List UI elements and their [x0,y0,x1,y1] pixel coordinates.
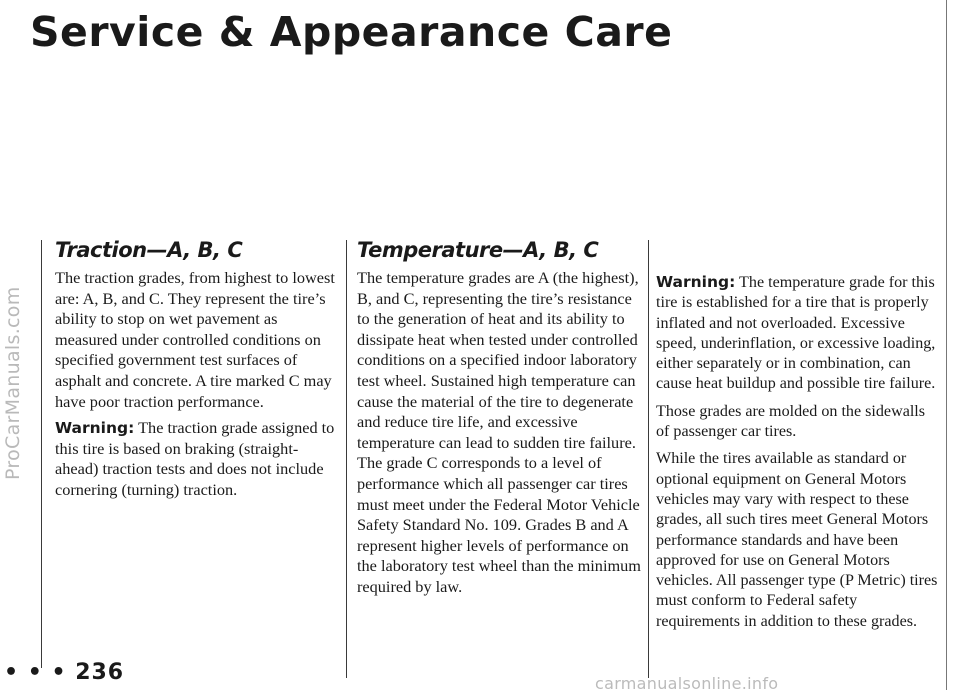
page-number-value: 236 [75,660,125,685]
paragraph [357,268,642,598]
paragraph-text: Those grades are molded on the sidewalls of passenger car tires. [656,402,926,441]
page-number-dots: • • • [4,660,67,685]
section-heading-temperature: Temperature—A, B, C [357,238,599,262]
paragraph-warning [656,272,941,395]
column-temperature [357,238,642,604]
section-heading-traction: Traction—A, B, C [55,238,243,262]
column-rule-middle [346,240,347,678]
paragraph-text: The traction grade assigned to this tire is based on braking (straight-ahead) traction tests and does not include cornering (turning) traction. [55,418,335,499]
side-watermark-text: ProCarManuals.com [2,286,24,480]
column-warning-grades [656,272,941,638]
paragraph-text: While the tires available as standard or optional equipment on General Motors vehicles may vary with respect to these grades, all such tires meet General Motors performance standards and have been approved for use on General Motors vehicles. All passenger type (P Metric) tires must conform to Federal safety requirements in addition to these grades. [656,450,938,630]
page-number [4,660,124,685]
side-watermark [2,286,24,480]
paragraph [55,268,340,412]
paragraph-text: The traction grades, from highest to lowest are: A, B, and C. They represent the tire’s ability to stop on wet pavement as measured under controlled conditions on specified government test surfaces of asphalt and concrete. A tire marked C may have poor traction performance. [55,268,335,411]
paragraph-warning [55,418,340,500]
paragraph-text: The temperature grades are A (the highest), B, and C, representing the tire’s resistance to the generation of heat and its ability to dissipate heat when tested under controlled conditions on a specified indoor laboratory test wheel. Sustained high temperature can cause the material of the tire to degenerate and reduce tire life, and excessive temperature can lead to sudden tire failure. The grade C corresponds to a level of performance which all passenger car tires must meet under the Federal Motor Vehicle Safety Standard No. 109. Grades B and A represent higher levels of performance on the laboratory test wheel than the minimum required by law. [357,268,641,596]
warning-label: Warning: [55,419,135,438]
bottom-watermark: carmanualsonline.info [595,674,779,693]
warning-label: Warning: [656,273,736,291]
column-traction [55,238,340,507]
paragraph-text: The temperature grade for this tire is established for a tire that is properly inflated and not overloaded. Excessive speed, underinflation, or excessive loading, either separately or in combination, can cause heat buildup and possible tire failure. [656,274,936,393]
column-rule-right [648,240,649,678]
paragraph [656,448,941,632]
page-title: Service & Appearance Care [30,8,673,56]
paragraph [656,401,941,443]
page-edge-rule [946,0,947,690]
column-rule-left [41,240,42,668]
